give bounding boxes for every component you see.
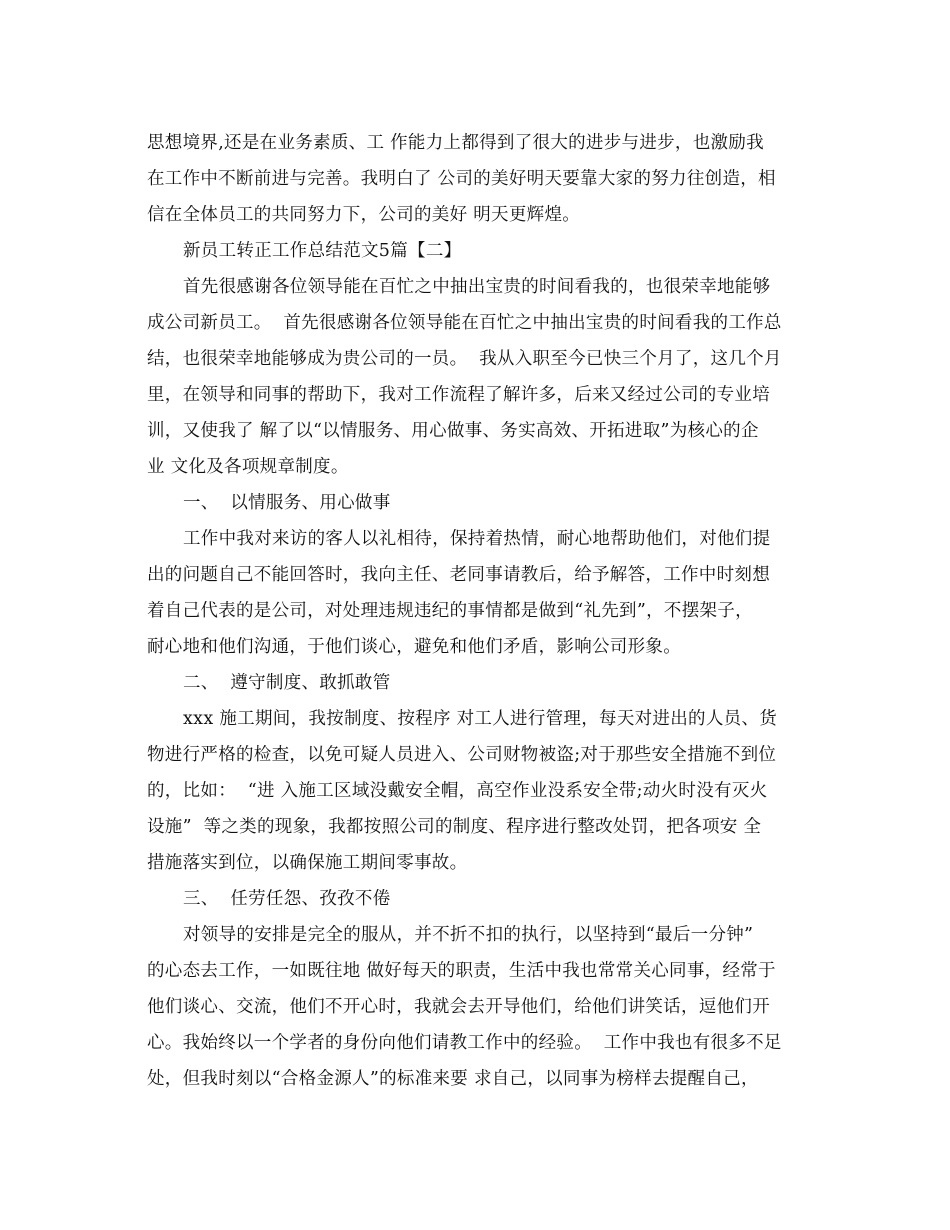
text-line: 的心态去工作，一如既往地 做好每天的职责，生活中我也常常关心同事，经常于	[147, 961, 776, 981]
text-line: 工作中我对来访的客人以礼相待，保持着热情，耐心地帮助他们，对他们提	[183, 529, 771, 549]
text-line: 思想境界,还是在业务素质、工 作能力上都得到了很大的进步与进步，也激励我	[147, 133, 764, 153]
subheading: 一、 以情服务、用心做事	[183, 493, 391, 513]
text-line: 对领导的安排是完全的服从，并不折不扣的执行，以坚持到“最后一分钟”	[183, 925, 754, 945]
text-line: 成公司新员工。 首先很感谢各位领导能在百忙之中抽出宝贵的时间看我的工作总	[147, 313, 782, 333]
subheading: 三、 任劳任怨、孜孜不倦	[183, 889, 391, 909]
text-line: 物进行严格的检查，以免可疑人员进入、公司财物被盗;对于那些安全措施不到位	[147, 745, 777, 765]
text-line: 首先很感谢各位领导能在百忙之中抽出宝贵的时间看我的，也很荣幸地能够	[183, 277, 771, 297]
text-line: xxx 施工期间，我按制度、按程序 对工人进行管理，每天对进出的人员、货	[183, 709, 778, 729]
text-line: 结，也很荣幸地能够成为贵公司的一员。 我从入职至今已快三个月了，这几个月	[147, 349, 782, 369]
text-line: 里，在领导和同事的帮助下，我对工作流程了解许多，后来又经过公司的专业培	[147, 385, 770, 405]
section-title: 新员工转正工作总结范文5篇【二】	[183, 241, 462, 261]
text-line: 着自己代表的是公司，对处理违规违纪的事情都是做到“礼先到”，不摆架子，	[147, 601, 753, 621]
text-line: 他们谈心、交流，他们不开心时，我就会去开导他们，给他们讲笑话，逗他们开	[147, 997, 770, 1017]
text-line: 在工作中不断前进与完善。我明白了 公司的美好明天要靠大家的努力往创造，相	[147, 169, 776, 189]
text-line: 措施落实到位，以确保施工期间零事故。	[147, 853, 468, 873]
text-line: 耐心地和他们沟通，于他们谈心，避免和他们矛盾，影响公司形象。	[147, 637, 681, 657]
text-line: 信在全体员工的共同努力下，公司的美好 明天更辉煌。	[147, 205, 581, 225]
text-line: 设施” 等之类的现象，我都按照公司的制度、程序进行整改处罚，把各项安 全	[147, 817, 762, 837]
text-line: 训，又使我了 解了以“以情服务、用心做事、务实高效、开拓进取”为核心的企	[147, 421, 759, 441]
text-line: 处，但我时刻以“合格金源人”的标准来要 求自己，以同事为榜样去提醒自己，	[147, 1069, 759, 1089]
text-line: 出的问题自己不能回答时，我向主任、老同事请教后，给予解答，工作中时刻想	[147, 565, 770, 585]
text-line: 的，比如： “进 入施工区域没戴安全帽，高空作业没系安全带;动火时没有灭火	[147, 781, 768, 801]
text-line: 心。我始终以一个学者的身份向他们请教工作中的经验。 工作中我也有很多不足	[147, 1033, 782, 1053]
text-line: 业 文化及各项规章制度。	[147, 457, 349, 477]
subheading: 二、 遵守制度、敢抓敢管	[183, 673, 391, 693]
